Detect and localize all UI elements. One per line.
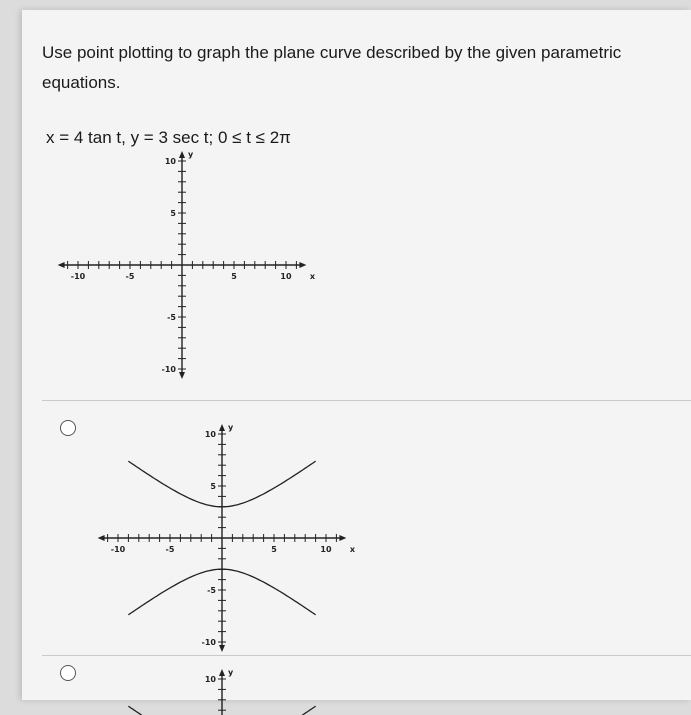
x-arrow-icon [58,262,65,268]
x-arrow-icon [299,262,306,268]
y-tick-label: 10 [204,675,216,684]
x-tick-label: -10 [70,272,86,281]
choice-radio-2[interactable] [60,665,76,681]
y-arrow-icon [219,645,225,652]
y-tick-label: -10 [161,365,176,374]
y-tick-label: 10 [164,157,176,166]
y-arrow-icon [179,372,185,379]
y-axis-label: y [188,150,194,159]
y-tick-label: -10 [201,638,216,647]
x-axis-label: x [309,272,315,281]
x-arrow-icon [339,535,346,541]
x-arrow-icon [98,535,105,541]
x-tick-label: -5 [165,545,175,554]
x-tick-label: -10 [110,545,126,554]
y-tick-label: 10 [204,430,216,439]
x-tick-label: 5 [271,545,277,554]
y-tick-label: -5 [207,586,216,595]
question-prompt: Use point plotting to graph the plane curve described by the given parametric equations. [42,43,622,92]
y-tick-label: -5 [167,313,176,322]
y-axis-label: y [228,423,234,432]
y-tick-label: 5 [210,482,216,491]
y-arrow-icon [179,151,185,158]
x-tick-label: 10 [280,272,292,281]
choice-graph-1[interactable] [82,410,355,650]
equation-text: x = 4 tan t, y = 3 sec t; 0 ≤ t ≤ 2π [46,128,291,147]
choice-graph-2[interactable] [82,655,342,715]
y-tick-label: 5 [170,209,176,218]
x-tick-label: -5 [125,272,135,281]
x-tick-label: 5 [231,272,237,281]
blank-graph [42,150,315,390]
y-arrow-icon [219,424,225,431]
y-arrow-icon [219,669,225,676]
x-axis-label: x [349,545,355,554]
y-axis-label: y [228,668,234,677]
x-tick-label: 10 [320,545,332,554]
choice-radio-1[interactable] [60,420,76,436]
divider [42,400,691,401]
question-card [22,10,691,700]
